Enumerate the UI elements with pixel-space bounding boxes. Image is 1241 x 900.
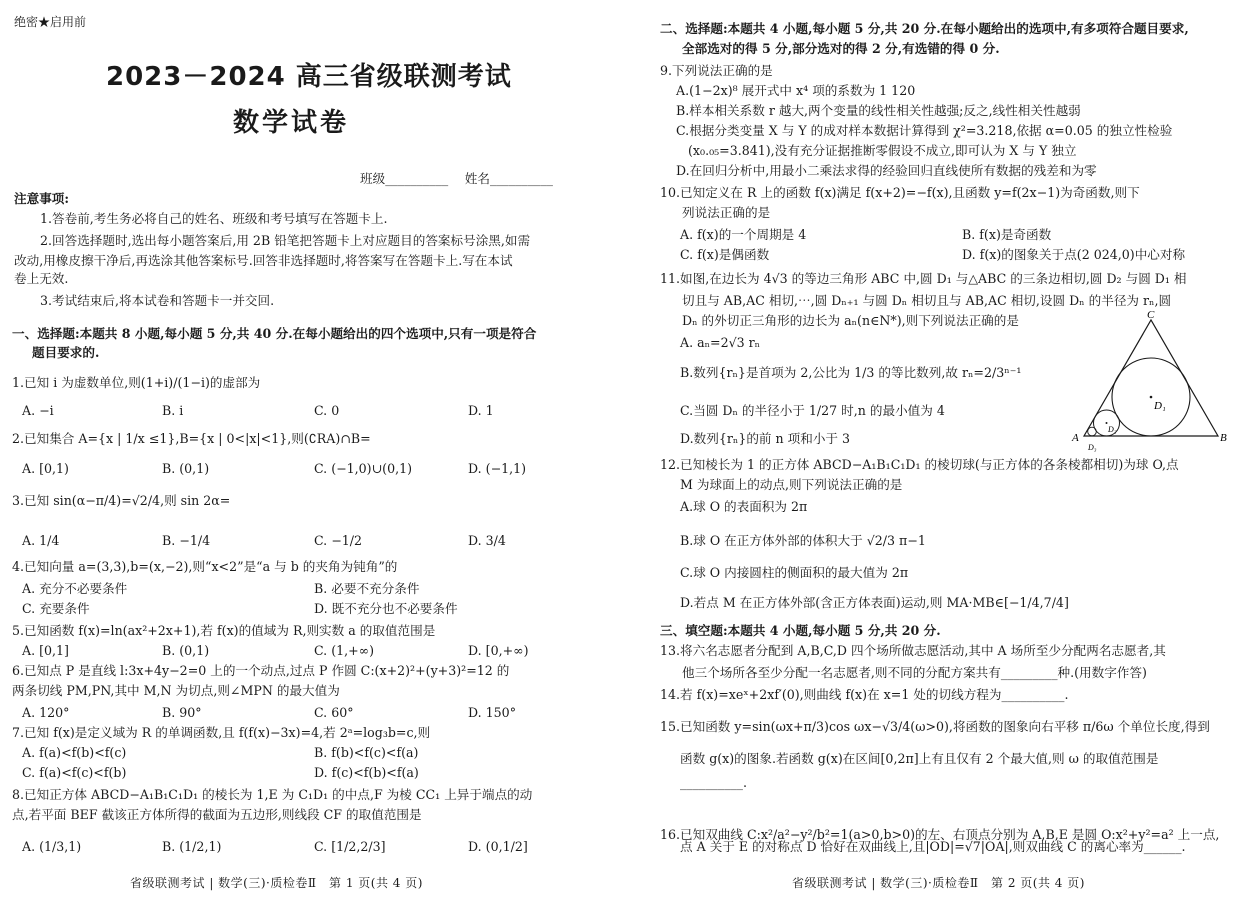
- section-1-heading: 一、选择题:本题共 8 小题,每小题 5 分,共 40 分.在每小题给出的四个选项中,只有一项是符合: [12, 326, 537, 341]
- question-4: 4.已知向量 a=(3,3),b=(x,−2),则“x<2”是“a 与 b 的夹角为钝角”的: [12, 559, 398, 574]
- option-c: C. 60°: [314, 705, 354, 720]
- label-d1: D₁: [1154, 400, 1166, 412]
- exam-subtitle: 数学试卷: [233, 108, 350, 138]
- question-14: 14.若 f(x)=xeˣ+2xf′(0),则曲线 f(x)在 x=1 处的切线方程为__________.: [660, 687, 1069, 702]
- question-16: 16.已知双曲线 C:x²/a²−y²/b²=1(a>0,b>0)的左、右顶点分别为 A,B,E 是圆 O:x²+y²=a² 上一点,: [660, 827, 1220, 842]
- page-footer: 省级联测考试 | 数学(三)·质检卷Ⅱ 第 1 页(共 4 页): [130, 876, 423, 890]
- label-b: B: [1220, 432, 1227, 444]
- option-d: D. (0,1/2]: [468, 839, 528, 854]
- option-b: B.球 O 在正方体外部的体积大于 √2/3 π−1: [680, 533, 926, 548]
- option-b: B. f(x)是奇函数: [962, 227, 1052, 242]
- option-b: B. (0,1): [162, 461, 210, 476]
- option-b: B. −1/4: [162, 533, 211, 548]
- question-10: 10.已知定义在 R 上的函数 f(x)满足 f(x+2)=−f(x),且函数 y=f(2x−1)为奇函数,则下: [660, 185, 1140, 200]
- option-c: C. [1/2,2/3]: [314, 839, 386, 854]
- option-a: A. [0,1]: [22, 643, 69, 658]
- question-12: 12.已知棱长为 1 的正方体 ABCD−A₁B₁C₁D₁ 的棱切球(与正方体的各条棱都相切)为球 O,点: [660, 457, 1179, 472]
- option-d: D.在回归分析中,用最小二乘法求得的经验回归直线使所有数据的残差和为零: [676, 163, 1097, 178]
- option-c: C.根据分类变量 X 与 Y 的成对样本数据计算得到 χ²=3.218,依据 α=0.05 的独立性检验: [676, 123, 1173, 138]
- option-b: B. (1/2,1): [162, 839, 222, 854]
- question-15: 15.已知函数 y=sin(ωx+π/3)cos ωx−√3/4(ω>0),将函数的图象向右平移 π/6ω 个单位长度,得到: [660, 719, 1210, 734]
- option-a: A. −i: [22, 403, 54, 418]
- option-a: A. 120°: [22, 705, 70, 720]
- option-a: A. 充分不必要条件: [22, 581, 128, 596]
- question-6: 6.已知点 P 是直线 l:3x+4y−2=0 上的一个动点,过点 P 作圆 C:(x+2)²+(y+3)²=12 的: [12, 663, 510, 678]
- question-15-cont: __________.: [680, 775, 747, 790]
- confidential-mark: 绝密★启用前: [14, 15, 87, 29]
- option-c: C. (1,+∞): [314, 643, 375, 658]
- label-d3: D₃: [1088, 443, 1097, 452]
- question-6-cont: 两条切线 PM,PN,其中 M,N 为切点,则∠MPN 的最大值为: [12, 683, 340, 698]
- question-2: 2.已知集合 A={x | 1/x ≤1},B={x | 0<|x|<1},则(∁RA)∩B=: [12, 431, 371, 446]
- section-2-heading: 二、选择题:本题共 4 小题,每小题 5 分,共 20 分.在每小题给出的选项中,有多项符合题目要求,: [660, 21, 1189, 36]
- option-a: A. f(a)<f(b)<f(c): [22, 745, 127, 760]
- question-11-cont: 切且与 AB,AC 相切,⋯,圆 Dₙ₊₁ 与圆 Dₙ 相切且与 AB,AC 相切,设圆 Dₙ 的半径为 rₙ,圆: [682, 293, 1172, 308]
- option-d: D. 既不充分也不必要条件: [314, 601, 458, 616]
- option-d: D. 3/4: [468, 533, 506, 548]
- question-16-cont: 点 A 关于 E 的对称点 D 恰好在双曲线上,且|OD|=√7|OA|,则双曲线 C 的离心率为______.: [680, 839, 1186, 854]
- option-b: B. (0,1): [162, 643, 210, 658]
- option-b: B.数列{rₙ}是首项为 2,公比为 1/3 的等比数列,故 rₙ=2/3ⁿ⁻¹: [680, 365, 1022, 380]
- option-a: A. aₙ=2√3 rₙ: [680, 335, 761, 350]
- option-c: C. 充要条件: [22, 601, 90, 616]
- notice-line: 2.回答选择题时,选出每小题答案后,用 2B 铅笔把答题卡上对应题目的答案标号涂黑,如需: [40, 233, 531, 248]
- center-d1: [1150, 396, 1153, 399]
- label-a: A: [1072, 432, 1079, 444]
- option-d: D. [0,+∞): [468, 643, 529, 658]
- triangle-circles-figure: [1068, 310, 1232, 454]
- label-d2: D₂: [1108, 425, 1117, 434]
- section-2-heading-cont: 全部选对的得 5 分,部分选对的得 2 分,有选错的得 0 分.: [682, 41, 1000, 56]
- option-d: D. 150°: [468, 705, 516, 720]
- option-c: C. f(a)<f(c)<f(b): [22, 765, 127, 780]
- circle-d3: [1088, 427, 1097, 436]
- option-d: D. (−1,1): [468, 461, 527, 476]
- question-11-cont: Dₙ 的外切正三角形的边长为 aₙ(n∈N*),则下列说法正确的是: [682, 313, 1019, 328]
- question-10-cont: 列说法正确的是: [682, 205, 771, 220]
- option-c: C.当圆 Dₙ 的半径小于 1/27 时,n 的最小值为 4: [680, 403, 945, 418]
- question-5: 5.已知函数 f(x)=ln(ax²+2x+1),若 f(x)的值域为 R,则实数 a 的取值范围是: [12, 623, 436, 638]
- notice-line: 卷上无效.: [14, 271, 69, 286]
- question-3: 3.已知 sin(α−π/4)=√2/4,则 sin 2α=: [12, 493, 231, 508]
- exam-page-1: [0, 0, 620, 900]
- option-d: D.若点 M 在正方体外部(含正方体表面)运动,则 MA·MB∈[−1/4,7/4]: [680, 595, 1069, 610]
- notice-line: 改动,用橡皮擦干净后,再选涂其他答案标号.回答非选择题时,将答案写在答题卡上.写在本试: [14, 253, 513, 268]
- question-1: 1.已知 i 为虚数单位,则(1+i)/(1−i)的虚部为: [12, 375, 261, 390]
- option-d: D. 1: [468, 403, 494, 418]
- option-c-cont: (x₀.₀₅=3.841),没有充分证据推断零假设不成立,即可认为 X 与 Y 独立: [688, 143, 1077, 158]
- option-c: C. −1/2: [314, 533, 363, 548]
- option-a: A. (1/3,1): [22, 839, 82, 854]
- option-a: A.(1−2x)⁸ 展开式中 x⁴ 项的系数为 1 120: [676, 83, 916, 98]
- notice-line: 3.考试结束后,将本试卷和答题卡一并交回.: [40, 293, 275, 308]
- label-c: C: [1147, 310, 1155, 321]
- notice-line: 1.答卷前,考生务必将自己的姓名、班级和考号填写在答题卡上.: [40, 211, 388, 226]
- option-a: A.球 O 的表面积为 2π: [680, 499, 808, 514]
- option-d: D. f(x)的图象关于点(2 024,0)中心对称: [962, 247, 1186, 262]
- section-1-heading-cont: 题目要求的.: [32, 345, 100, 360]
- class-name-fields: 班级__________ 姓名__________: [360, 171, 553, 186]
- question-8-cont: 点,若平面 BEF 截该正方体所得的截面为五边形,则线段 CF 的取值范围是: [12, 807, 422, 822]
- option-b: B. 必要不充分条件: [314, 581, 420, 596]
- page-footer: 省级联测考试 | 数学(三)·质检卷Ⅱ 第 2 页(共 4 页): [792, 876, 1085, 890]
- option-d: D.数列{rₙ}的前 n 项和小于 3: [680, 431, 851, 446]
- question-7: 7.已知 f(x)是定义域为 R 的单调函数,且 f(f(x)−3x)=4,若 2ᵃ=log₃b=c,则: [12, 725, 431, 740]
- question-9: 9.下列说法正确的是: [660, 63, 773, 78]
- option-a: A. [0,1): [22, 461, 69, 476]
- question-13: 13.将六名志愿者分配到 A,B,C,D 四个场所做志愿活动,其中 A 场所至少分配两名志愿者,其: [660, 643, 1166, 658]
- option-c: C. f(x)是偶函数: [680, 247, 770, 262]
- option-c: C.球 O 内接圆柱的侧面积的最大值为 2π: [680, 565, 909, 580]
- option-c: C. 0: [314, 403, 340, 418]
- option-a: A. 1/4: [22, 533, 60, 548]
- question-12-cont: M 为球面上的动点,则下列说法正确的是: [680, 477, 903, 492]
- option-b: B. 90°: [162, 705, 202, 720]
- notice-heading: 注意事项:: [14, 191, 70, 206]
- center-d2: [1106, 422, 1108, 424]
- question-15-cont: 函数 g(x)的图象.若函数 g(x)在区间[0,2π]上有且仅有 2 个最大值,则 ω 的取值范围是: [680, 751, 1159, 766]
- question-8: 8.已知正方体 ABCD−A₁B₁C₁D₁ 的棱长为 1,E 为 C₁D₁ 的中点,F 为棱 CC₁ 上异于端点的动: [12, 787, 533, 802]
- section-3-heading: 三、填空题:本题共 4 小题,每小题 5 分,共 20 分.: [660, 623, 941, 638]
- option-c: C. (−1,0)∪(0,1): [314, 461, 413, 476]
- exam-title: 2023－2024 高三省级联测考试: [106, 62, 512, 92]
- option-d: D. f(c)<f(b)<f(a): [314, 765, 419, 780]
- triangle-abc: [1084, 320, 1218, 436]
- option-b: B. f(b)<f(c)<f(a): [314, 745, 419, 760]
- option-b: B.样本相关系数 r 越大,两个变量的线性相关性越强;反之,线性相关性越弱: [676, 103, 1081, 118]
- option-b: B. i: [162, 403, 184, 418]
- option-a: A. f(x)的一个周期是 4: [680, 227, 807, 242]
- question-11: 11.如图,在边长为 4√3 的等边三角形 ABC 中,圆 D₁ 与△ABC 的三条边相切,圆 D₂ 与圆 D₁ 相: [660, 271, 1187, 286]
- question-13-cont: 他三个场所各至少分配一名志愿者,则不同的分配方案共有_________种.(用数字作答): [682, 665, 1147, 680]
